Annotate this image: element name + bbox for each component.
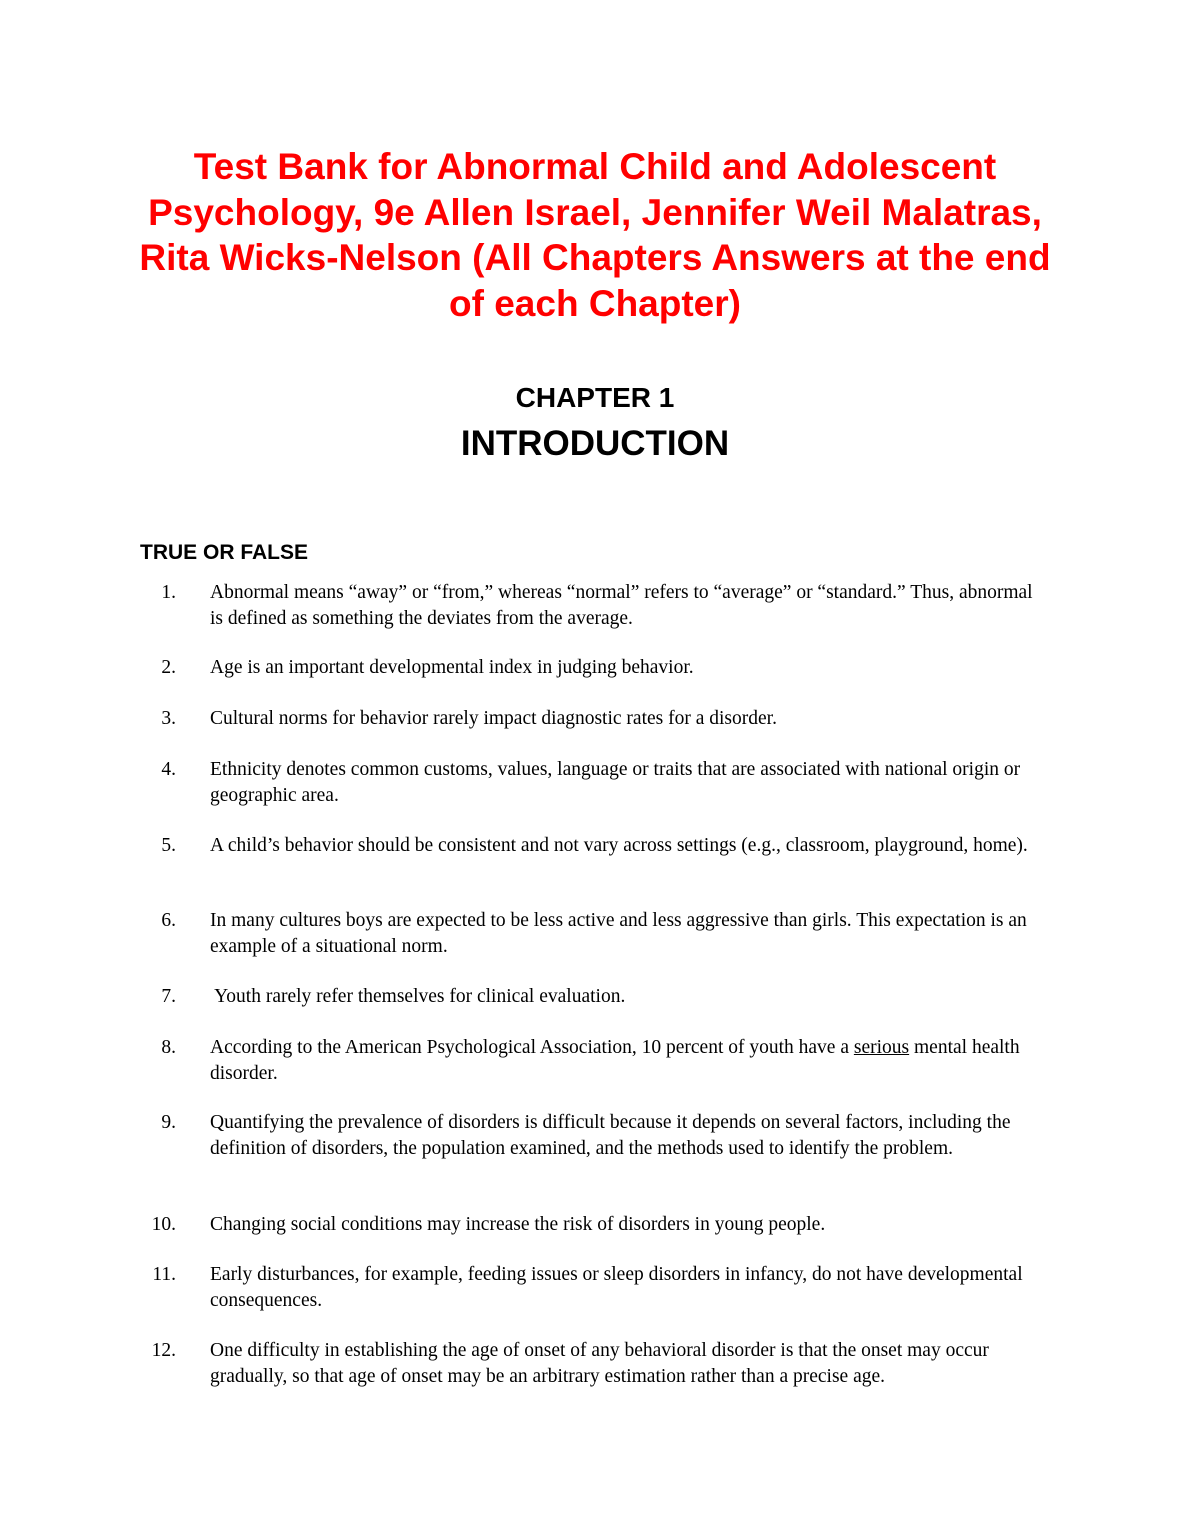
question-text: One difficulty in establishing the age of onset of any behavioral disorder is that the onset may occur gradually, so that age of onset may be an arbitrary estimation rather than a precise age. [210, 1340, 989, 1387]
question-text-part: According to the American Psychological Association, 10 percent of youth have a [210, 1037, 854, 1058]
question-text: Early disturbances, for example, feeding issues or sleep disorders in infancy, do not have developmental consequences. [210, 1264, 1023, 1311]
question-number: 2. [161, 657, 176, 678]
question-text: Changing social conditions may increase the risk of disorders in young people. [210, 1214, 826, 1235]
question-text: Ethnicity denotes common customs, values, language or traits that are associated with national origin or geographic area. [210, 759, 1021, 806]
chapter-title: INTRODUCTION [460, 424, 730, 463]
question-number: 12. [151, 1340, 176, 1361]
document-title: Test Bank for Abnormal Child and Adolescent Psychology, 9e Allen Israel, Jennifer Weil Malatras, Rita Wicks-Nelson (All Chapters Answers at the end of each Chapter) [139, 146, 1051, 324]
section-heading-true-or-false: TRUE OR FALSE [140, 541, 309, 564]
question-number: 8. [161, 1037, 176, 1058]
question-text [210, 1035, 1050, 1086]
question-number: 5. [161, 835, 176, 856]
question-number: 9. [161, 1112, 176, 1133]
question-number: 7. [161, 986, 176, 1007]
chapter-number: CHAPTER 1 [515, 382, 675, 413]
question-number: 3. [161, 708, 176, 729]
question-number: 6. [161, 910, 176, 931]
underlined-word: serious [853, 1037, 910, 1058]
question-text: Cultural norms for behavior rarely impact diagnostic rates for a disorder. [210, 708, 777, 729]
question-text: Age is an important developmental index in judging behavior. [210, 657, 694, 678]
question-text: A child’s behavior should be consistent and not vary across settings (e.g., classroom, playground, home). [210, 835, 1028, 856]
question-number: 11. [152, 1264, 176, 1285]
question-number: 4. [161, 759, 176, 780]
question-text: Abnormal means “away” or “from,” whereas “normal” refers to “average” or “standard.” Thus, abnormal is defined as something the deviates from the average. [210, 582, 1033, 629]
question-text: Quantifying the prevalence of disorders is difficult because it depends on several factors, including the definition of disorders, the population examined, and the methods used to identify the problem. [210, 1112, 1011, 1159]
question-text: Youth rarely refer themselves for clinical evaluation. [210, 986, 626, 1007]
question-text: In many cultures boys are expected to be less active and less aggressive than girls. This expectation is an example of a situational norm. [210, 910, 1027, 957]
question-number: 10. [151, 1214, 176, 1235]
question-text-part: mental health disorder. [210, 1037, 1020, 1084]
question-number: 1. [161, 582, 176, 603]
